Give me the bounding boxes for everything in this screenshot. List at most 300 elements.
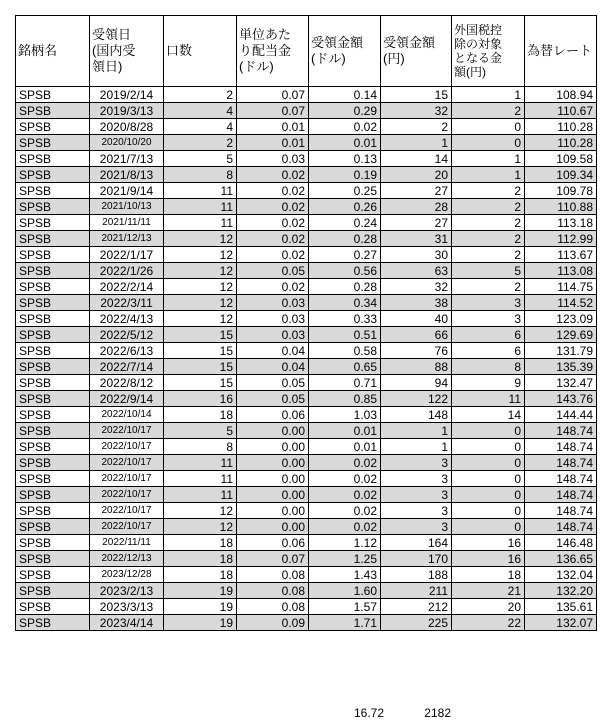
- cell-units: 19: [164, 583, 237, 599]
- cell-usd: 1.25: [309, 551, 381, 567]
- cell-date: 2023/2/13: [90, 583, 164, 599]
- cell-usd: 0.01: [309, 135, 381, 151]
- cell-date: 2022/10/17: [90, 471, 164, 487]
- cell-date: 2019/3/13: [90, 103, 164, 119]
- cell-name: SPSB: [16, 359, 90, 375]
- cell-usd: 0.01: [309, 439, 381, 455]
- cell-tax: 0: [452, 487, 525, 503]
- cell-date: 2022/10/17: [90, 519, 164, 535]
- cell-tax: 18: [452, 567, 525, 583]
- cell-rate: 113.67: [525, 247, 597, 263]
- cell-per-unit: 0.01: [237, 135, 309, 151]
- cell-date: 2022/6/13: [90, 343, 164, 359]
- cell-tax: 2: [452, 103, 525, 119]
- cell-rate: 129.69: [525, 327, 597, 343]
- cell-per-unit: 0.08: [237, 599, 309, 615]
- cell-jpy: 66: [381, 327, 452, 343]
- cell-jpy: 14: [381, 151, 452, 167]
- cell-date: 2022/12/13: [90, 551, 164, 567]
- cell-date: 2022/10/17: [90, 487, 164, 503]
- cell-per-unit: 0.02: [237, 199, 309, 215]
- cell-tax: 2: [452, 215, 525, 231]
- cell-jpy: 63: [381, 263, 452, 279]
- cell-jpy: 164: [381, 535, 452, 551]
- cell-jpy: 212: [381, 599, 452, 615]
- cell-tax: 0: [452, 455, 525, 471]
- total-jpy: 2182: [424, 706, 451, 720]
- cell-per-unit: 0.08: [237, 583, 309, 599]
- cell-rate: 131.79: [525, 343, 597, 359]
- cell-usd: 1.60: [309, 583, 381, 599]
- cell-tax: 0: [452, 423, 525, 439]
- cell-tax: 1: [452, 167, 525, 183]
- cell-name: SPSB: [16, 519, 90, 535]
- cell-usd: 0.28: [309, 231, 381, 247]
- cell-rate: 148.74: [525, 455, 597, 471]
- header-name: 銘柄名: [16, 16, 90, 87]
- cell-name: SPSB: [16, 231, 90, 247]
- cell-units: 12: [164, 503, 237, 519]
- cell-rate: 144.44: [525, 407, 597, 423]
- cell-date: 2021/11/11: [90, 215, 164, 231]
- header-rate: 為替レート: [525, 16, 597, 87]
- cell-jpy: 211: [381, 583, 452, 599]
- cell-rate: 148.74: [525, 423, 597, 439]
- cell-jpy: 27: [381, 215, 452, 231]
- cell-jpy: 32: [381, 279, 452, 295]
- cell-name: SPSB: [16, 135, 90, 151]
- table-row: [16, 567, 597, 583]
- cell-name: SPSB: [16, 327, 90, 343]
- cell-tax: 11: [452, 391, 525, 407]
- cell-usd: 0.02: [309, 503, 381, 519]
- cell-per-unit: 0.01: [237, 119, 309, 135]
- header-usd: 受領金額 (ドル): [309, 16, 381, 87]
- cell-jpy: 31: [381, 231, 452, 247]
- cell-jpy: 32: [381, 103, 452, 119]
- cell-name: SPSB: [16, 391, 90, 407]
- cell-tax: 0: [452, 519, 525, 535]
- cell-name: SPSB: [16, 423, 90, 439]
- cell-usd: 0.85: [309, 391, 381, 407]
- cell-usd: 0.58: [309, 343, 381, 359]
- cell-usd: 1.12: [309, 535, 381, 551]
- cell-units: 18: [164, 535, 237, 551]
- cell-usd: 0.24: [309, 215, 381, 231]
- table-row: [16, 375, 597, 391]
- dividend-table: [15, 15, 597, 631]
- cell-date: 2023/3/13: [90, 599, 164, 615]
- cell-rate: 148.74: [525, 503, 597, 519]
- cell-usd: 0.27: [309, 247, 381, 263]
- cell-name: SPSB: [16, 615, 90, 631]
- cell-jpy: 1: [381, 423, 452, 439]
- cell-units: 18: [164, 551, 237, 567]
- cell-date: 2022/4/13: [90, 311, 164, 327]
- cell-per-unit: 0.02: [237, 231, 309, 247]
- cell-units: 16: [164, 391, 237, 407]
- cell-units: 12: [164, 263, 237, 279]
- cell-per-unit: 0.06: [237, 407, 309, 423]
- cell-jpy: 1: [381, 439, 452, 455]
- cell-units: 8: [164, 439, 237, 455]
- cell-jpy: 30: [381, 247, 452, 263]
- table-row: [16, 519, 597, 535]
- cell-units: 11: [164, 199, 237, 215]
- header-tax: 外国税控 除の対象 となる金 額(円): [452, 16, 525, 87]
- table-row: [16, 615, 597, 631]
- cell-rate: 135.39: [525, 359, 597, 375]
- cell-name: SPSB: [16, 263, 90, 279]
- cell-tax: 1: [452, 151, 525, 167]
- cell-per-unit: 0.05: [237, 391, 309, 407]
- cell-name: SPSB: [16, 407, 90, 423]
- cell-units: 11: [164, 455, 237, 471]
- cell-units: 4: [164, 103, 237, 119]
- table-row: [16, 119, 597, 135]
- cell-usd: 0.29: [309, 103, 381, 119]
- cell-name: SPSB: [16, 439, 90, 455]
- cell-tax: 2: [452, 231, 525, 247]
- cell-date: 2022/10/17: [90, 423, 164, 439]
- cell-date: 2019/2/14: [90, 87, 164, 103]
- cell-name: SPSB: [16, 215, 90, 231]
- cell-tax: 20: [452, 599, 525, 615]
- cell-jpy: 225: [381, 615, 452, 631]
- cell-rate: 143.76: [525, 391, 597, 407]
- cell-rate: 110.28: [525, 135, 597, 151]
- cell-name: SPSB: [16, 487, 90, 503]
- cell-per-unit: 0.00: [237, 423, 309, 439]
- cell-units: 4: [164, 119, 237, 135]
- cell-per-unit: 0.04: [237, 343, 309, 359]
- cell-units: 12: [164, 279, 237, 295]
- cell-per-unit: 0.08: [237, 567, 309, 583]
- cell-units: 12: [164, 519, 237, 535]
- cell-jpy: 3: [381, 455, 452, 471]
- cell-date: 2022/1/17: [90, 247, 164, 263]
- cell-tax: 0: [452, 503, 525, 519]
- cell-usd: 0.56: [309, 263, 381, 279]
- table-row: [16, 279, 597, 295]
- cell-rate: 109.78: [525, 183, 597, 199]
- cell-per-unit: 0.00: [237, 455, 309, 471]
- cell-rate: 132.47: [525, 375, 597, 391]
- table-row: [16, 231, 597, 247]
- cell-per-unit: 0.04: [237, 359, 309, 375]
- cell-rate: 146.48: [525, 535, 597, 551]
- cell-jpy: 2: [381, 119, 452, 135]
- cell-date: 2020/10/20: [90, 135, 164, 151]
- table-row: [16, 359, 597, 375]
- cell-per-unit: 0.00: [237, 471, 309, 487]
- cell-date: 2022/1/26: [90, 263, 164, 279]
- cell-per-unit: 0.07: [237, 551, 309, 567]
- cell-tax: 0: [452, 119, 525, 135]
- cell-jpy: 40: [381, 311, 452, 327]
- cell-date: 2022/7/14: [90, 359, 164, 375]
- cell-units: 12: [164, 295, 237, 311]
- cell-units: 12: [164, 311, 237, 327]
- cell-per-unit: 0.02: [237, 247, 309, 263]
- cell-per-unit: 0.06: [237, 535, 309, 551]
- table-row: [16, 87, 597, 103]
- cell-date: 2022/11/11: [90, 535, 164, 551]
- cell-date: 2022/10/14: [90, 407, 164, 423]
- cell-rate: 110.28: [525, 119, 597, 135]
- cell-name: SPSB: [16, 279, 90, 295]
- cell-usd: 1.43: [309, 567, 381, 583]
- cell-date: 2021/12/13: [90, 231, 164, 247]
- cell-rate: 148.74: [525, 439, 597, 455]
- table-row: [16, 407, 597, 423]
- cell-usd: 0.26: [309, 199, 381, 215]
- cell-per-unit: 0.05: [237, 263, 309, 279]
- cell-units: 8: [164, 167, 237, 183]
- cell-usd: 1.03: [309, 407, 381, 423]
- cell-tax: 6: [452, 327, 525, 343]
- cell-jpy: 27: [381, 183, 452, 199]
- cell-units: 5: [164, 151, 237, 167]
- cell-tax: 14: [452, 407, 525, 423]
- cell-rate: 112.99: [525, 231, 597, 247]
- table-row: [16, 599, 597, 615]
- cell-rate: 148.74: [525, 487, 597, 503]
- cell-date: 2022/10/17: [90, 439, 164, 455]
- table-row: [16, 343, 597, 359]
- table-row: [16, 103, 597, 119]
- table-row: [16, 535, 597, 551]
- cell-jpy: 38: [381, 295, 452, 311]
- cell-name: SPSB: [16, 583, 90, 599]
- cell-usd: 0.14: [309, 87, 381, 103]
- cell-name: SPSB: [16, 599, 90, 615]
- cell-per-unit: 0.00: [237, 439, 309, 455]
- cell-name: SPSB: [16, 87, 90, 103]
- cell-per-unit: 0.03: [237, 311, 309, 327]
- cell-per-unit: 0.02: [237, 215, 309, 231]
- table-row: [16, 423, 597, 439]
- cell-units: 12: [164, 247, 237, 263]
- table-row: [16, 247, 597, 263]
- cell-units: 11: [164, 487, 237, 503]
- cell-name: SPSB: [16, 343, 90, 359]
- table-row: [16, 183, 597, 199]
- cell-usd: 0.01: [309, 423, 381, 439]
- cell-tax: 16: [452, 535, 525, 551]
- table-row: [16, 167, 597, 183]
- cell-per-unit: 0.03: [237, 295, 309, 311]
- table-row: [16, 487, 597, 503]
- cell-tax: 8: [452, 359, 525, 375]
- cell-per-unit: 0.05: [237, 375, 309, 391]
- cell-tax: 0: [452, 439, 525, 455]
- table-row: [16, 295, 597, 311]
- header-per-unit: 単位あた り配当金 (ドル): [237, 16, 309, 87]
- cell-tax: 2: [452, 279, 525, 295]
- cell-rate: 109.34: [525, 167, 597, 183]
- cell-date: 2021/10/13: [90, 199, 164, 215]
- cell-units: 19: [164, 599, 237, 615]
- cell-usd: 0.65: [309, 359, 381, 375]
- cell-jpy: 88: [381, 359, 452, 375]
- cell-tax: 0: [452, 135, 525, 151]
- cell-units: 15: [164, 359, 237, 375]
- cell-date: 2022/2/14: [90, 279, 164, 295]
- cell-rate: 148.74: [525, 519, 597, 535]
- cell-tax: 21: [452, 583, 525, 599]
- cell-usd: 0.28: [309, 279, 381, 295]
- cell-tax: 9: [452, 375, 525, 391]
- cell-tax: 6: [452, 343, 525, 359]
- cell-rate: 132.07: [525, 615, 597, 631]
- cell-per-unit: 0.07: [237, 87, 309, 103]
- cell-per-unit: 0.02: [237, 183, 309, 199]
- cell-units: 15: [164, 343, 237, 359]
- cell-usd: 0.71: [309, 375, 381, 391]
- cell-usd: 0.02: [309, 455, 381, 471]
- cell-date: 2022/9/14: [90, 391, 164, 407]
- cell-date: 2021/8/13: [90, 167, 164, 183]
- cell-tax: 2: [452, 199, 525, 215]
- cell-tax: 2: [452, 183, 525, 199]
- cell-date: 2023/4/14: [90, 615, 164, 631]
- cell-usd: 0.02: [309, 471, 381, 487]
- cell-jpy: 3: [381, 519, 452, 535]
- cell-per-unit: 0.00: [237, 487, 309, 503]
- cell-per-unit: 0.02: [237, 167, 309, 183]
- header-date: 受領日 (国内受 領日): [90, 16, 164, 87]
- cell-usd: 1.71: [309, 615, 381, 631]
- cell-rate: 123.09: [525, 311, 597, 327]
- cell-name: SPSB: [16, 183, 90, 199]
- cell-tax: 16: [452, 551, 525, 567]
- cell-per-unit: 0.02: [237, 279, 309, 295]
- table-row: [16, 455, 597, 471]
- header-row: [16, 16, 597, 87]
- cell-name: SPSB: [16, 567, 90, 583]
- cell-usd: 0.33: [309, 311, 381, 327]
- cell-date: 2021/9/14: [90, 183, 164, 199]
- cell-date: 2021/7/13: [90, 151, 164, 167]
- table-row: [16, 327, 597, 343]
- table-row: [16, 583, 597, 599]
- cell-rate: 136.65: [525, 551, 597, 567]
- table-row: [16, 215, 597, 231]
- cell-jpy: 1: [381, 135, 452, 151]
- table-row: [16, 439, 597, 455]
- cell-units: 5: [164, 423, 237, 439]
- cell-usd: 0.02: [309, 487, 381, 503]
- table-row: [16, 311, 597, 327]
- cell-usd: 1.57: [309, 599, 381, 615]
- cell-date: 2022/10/17: [90, 455, 164, 471]
- table-row: [16, 551, 597, 567]
- cell-per-unit: 0.00: [237, 503, 309, 519]
- cell-tax: 3: [452, 311, 525, 327]
- cell-jpy: 28: [381, 199, 452, 215]
- table-row: [16, 391, 597, 407]
- cell-name: SPSB: [16, 311, 90, 327]
- cell-name: SPSB: [16, 471, 90, 487]
- cell-name: SPSB: [16, 167, 90, 183]
- cell-name: SPSB: [16, 535, 90, 551]
- cell-name: SPSB: [16, 375, 90, 391]
- cell-rate: 148.74: [525, 471, 597, 487]
- cell-usd: 0.13: [309, 151, 381, 167]
- cell-tax: 22: [452, 615, 525, 631]
- cell-name: SPSB: [16, 103, 90, 119]
- cell-usd: 0.51: [309, 327, 381, 343]
- cell-jpy: 94: [381, 375, 452, 391]
- cell-units: 18: [164, 407, 237, 423]
- cell-date: 2022/3/11: [90, 295, 164, 311]
- cell-rate: 132.20: [525, 583, 597, 599]
- cell-units: 19: [164, 615, 237, 631]
- cell-tax: 1: [452, 87, 525, 103]
- total-usd: 16.72: [353, 706, 384, 720]
- table-row: [16, 135, 597, 151]
- header-units: 口数: [164, 16, 237, 87]
- cell-rate: 135.61: [525, 599, 597, 615]
- table-row: [16, 471, 597, 487]
- cell-date: 2022/10/17: [90, 503, 164, 519]
- cell-usd: 0.19: [309, 167, 381, 183]
- cell-per-unit: 0.03: [237, 151, 309, 167]
- cell-tax: 3: [452, 295, 525, 311]
- cell-units: 15: [164, 375, 237, 391]
- cell-units: 12: [164, 231, 237, 247]
- cell-name: SPSB: [16, 551, 90, 567]
- cell-usd: 0.25: [309, 183, 381, 199]
- table-row: [16, 199, 597, 215]
- cell-usd: 0.02: [309, 119, 381, 135]
- cell-name: SPSB: [16, 151, 90, 167]
- cell-name: SPSB: [16, 503, 90, 519]
- cell-units: 18: [164, 567, 237, 583]
- table-row: [16, 151, 597, 167]
- cell-jpy: 170: [381, 551, 452, 567]
- cell-rate: 114.52: [525, 295, 597, 311]
- cell-usd: 0.34: [309, 295, 381, 311]
- cell-per-unit: 0.09: [237, 615, 309, 631]
- cell-date: 2022/5/12: [90, 327, 164, 343]
- cell-rate: 109.58: [525, 151, 597, 167]
- cell-rate: 113.08: [525, 263, 597, 279]
- cell-jpy: 122: [381, 391, 452, 407]
- cell-per-unit: 0.00: [237, 519, 309, 535]
- cell-units: 11: [164, 471, 237, 487]
- cell-jpy: 76: [381, 343, 452, 359]
- cell-units: 2: [164, 135, 237, 151]
- cell-per-unit: 0.07: [237, 103, 309, 119]
- cell-date: 2022/8/12: [90, 375, 164, 391]
- cell-name: SPSB: [16, 455, 90, 471]
- cell-name: SPSB: [16, 119, 90, 135]
- cell-rate: 110.88: [525, 199, 597, 215]
- cell-tax: 5: [452, 263, 525, 279]
- cell-rate: 110.67: [525, 103, 597, 119]
- cell-jpy: 188: [381, 567, 452, 583]
- cell-name: SPSB: [16, 199, 90, 215]
- cell-per-unit: 0.03: [237, 327, 309, 343]
- cell-usd: 0.02: [309, 519, 381, 535]
- cell-name: SPSB: [16, 247, 90, 263]
- cell-jpy: 3: [381, 487, 452, 503]
- cell-units: 11: [164, 183, 237, 199]
- header-jpy: 受領金額 (円): [381, 16, 452, 87]
- cell-jpy: 3: [381, 503, 452, 519]
